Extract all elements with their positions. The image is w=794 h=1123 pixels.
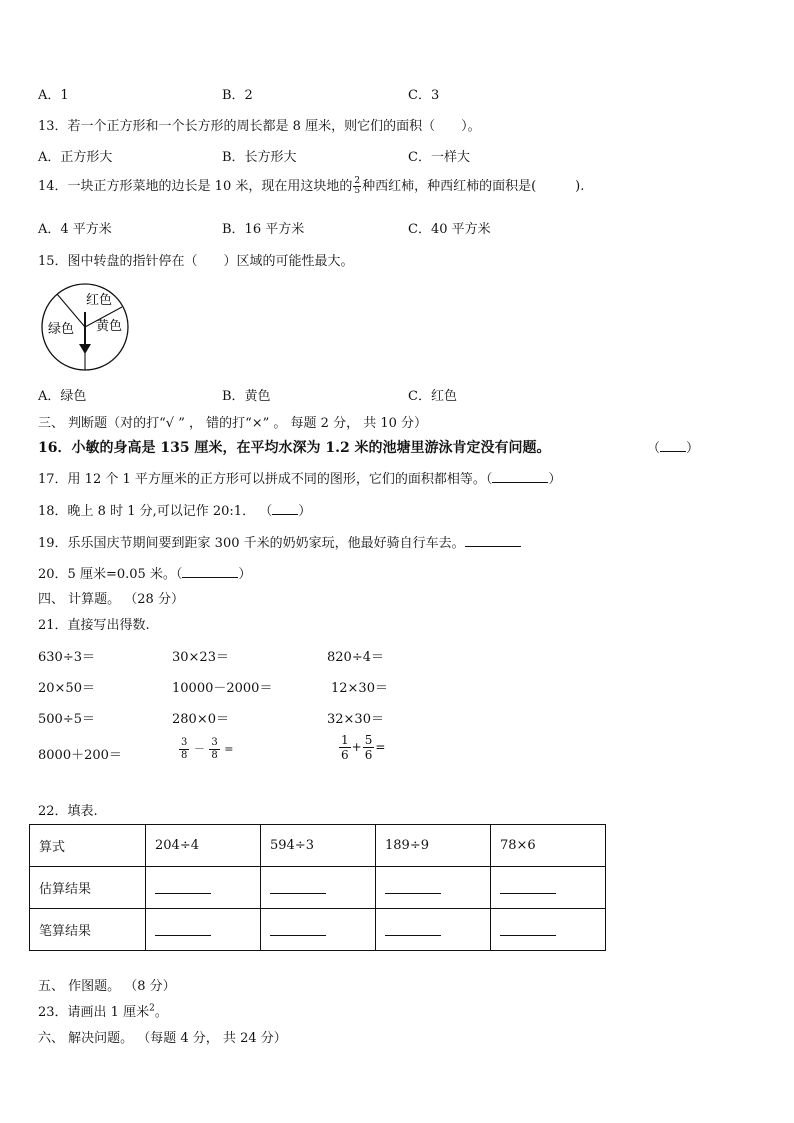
- q23-superscript: 2: [149, 1003, 155, 1014]
- q17-paren-right: ）: [548, 472, 562, 487]
- q18-paren-left: （: [259, 504, 273, 519]
- frac-den: 6: [364, 748, 373, 762]
- q14-fraction: [353, 177, 361, 196]
- q14-option-a: A．4 平方米: [38, 222, 112, 237]
- section-3-heading: 三、 判断题（对的打“√ ” ， 错的打“×” 。 每题 2 分， 共 10 分）: [38, 416, 428, 431]
- frac-num: 5: [364, 733, 373, 747]
- calc-item: 280×0＝: [172, 712, 229, 727]
- q23-text: 23．请画出 1 厘米: [38, 1005, 150, 1020]
- table-header-row: [30, 825, 606, 867]
- q16-paren-right: ）: [686, 441, 700, 456]
- q23-end: 。: [154, 1005, 168, 1020]
- frac-operator: －: [193, 742, 205, 756]
- answer-blank[interactable]: [500, 887, 556, 894]
- fraction-expression-1: [178, 737, 233, 762]
- calc-item: 10000－2000＝: [172, 681, 273, 696]
- calc-item: 20×50＝: [38, 681, 95, 696]
- frac-equals: =: [224, 742, 234, 756]
- table-header-cell: 189÷9: [376, 825, 491, 867]
- q20-question: [38, 563, 251, 582]
- calc-item: 30×23＝: [172, 650, 229, 665]
- q12-option-a: A．1: [38, 88, 69, 103]
- q15-text: 15．图中转盘的指针停在（ ）区域的可能性最大。: [38, 254, 354, 269]
- section-5-heading: 五、 作图题。 （8 分）: [38, 979, 176, 994]
- fraction: [339, 733, 351, 762]
- q13-option-c: C．一样大: [408, 150, 470, 165]
- q14-text-before: 14．一块正方形菜地的边长是 10 米，现在用这块地的: [38, 179, 353, 194]
- calc-item: 630÷3＝: [38, 650, 95, 665]
- q15-option-b: B．黄色: [222, 389, 271, 404]
- q14-frac-num: 2: [354, 176, 361, 186]
- calc-item: 32×30＝: [327, 712, 384, 727]
- row-label-written: 笔算结果: [30, 909, 146, 951]
- q18-paren-right: ）: [298, 504, 312, 519]
- answer-cell[interactable]: [491, 867, 606, 909]
- table-header-cell: 204÷4: [146, 825, 261, 867]
- spinner-diagram: [40, 282, 130, 372]
- frac-den: 8: [211, 750, 218, 761]
- q15-option-c: C．红色: [408, 389, 457, 404]
- frac-equals: =: [375, 740, 386, 754]
- answer-cell[interactable]: [146, 867, 261, 909]
- q16-text: 16．小敏的身高是 135 厘米，在平均水深为 1.2 米的池塘里游泳肯定没有问题。: [38, 440, 551, 456]
- answer-cell[interactable]: [376, 867, 491, 909]
- q21-title: 21．直接写出得数.: [38, 618, 150, 633]
- answer-blank[interactable]: [500, 929, 556, 936]
- section-4-heading: 四、 计算题。 （28 分）: [38, 592, 184, 607]
- q14-option-c: C．40 平方米: [408, 222, 491, 237]
- answer-blank[interactable]: [155, 887, 211, 894]
- q20-paren-right: ）: [238, 567, 252, 582]
- answer-cell[interactable]: [261, 867, 376, 909]
- table-header-cell: 78×6: [491, 825, 606, 867]
- table-header-cell: 算式: [30, 825, 146, 867]
- answer-blank[interactable]: [385, 929, 441, 936]
- spinner-label-red: 红色: [86, 293, 113, 308]
- q19-question: [38, 532, 521, 551]
- q13-option-a: A．正方形大: [38, 150, 113, 165]
- answer-cell[interactable]: [146, 909, 261, 951]
- calc-item: 8000＋200＝: [38, 748, 122, 763]
- q20-text: 20．5 厘米=0.05 米。（: [38, 567, 183, 582]
- q17-question: [38, 468, 561, 487]
- q14-text-after: 种西红柿，种西红柿的面积是( ).: [362, 179, 585, 194]
- q16-answer-blank[interactable]: [660, 439, 686, 452]
- frac-operator: +: [351, 740, 362, 754]
- q15-option-a: A．绿色: [38, 389, 87, 404]
- fraction: [363, 733, 375, 762]
- calc-item: 500÷5＝: [38, 712, 95, 727]
- answer-blank[interactable]: [270, 929, 326, 936]
- table-row: [30, 909, 606, 951]
- fraction: [209, 737, 219, 762]
- q12-option-b: B．2: [222, 88, 253, 103]
- q23-question: [38, 1001, 168, 1020]
- fill-table: [29, 824, 606, 951]
- table-header-cell: 594÷3: [261, 825, 376, 867]
- spinner-label-green: 绿色: [48, 322, 75, 337]
- calc-item: 820÷4＝: [327, 650, 384, 665]
- calc-item: 12×30＝: [331, 681, 388, 696]
- q19-answer-blank[interactable]: [465, 534, 521, 547]
- frac-den: 6: [341, 748, 349, 762]
- answer-cell[interactable]: [261, 909, 376, 951]
- frac-num: 3: [181, 737, 188, 748]
- q14-frac-den: 5: [354, 186, 361, 196]
- q17-answer-blank[interactable]: [492, 470, 548, 483]
- q12-option-c: C．3: [408, 88, 440, 103]
- q13-option-b: B．长方形大: [222, 150, 297, 165]
- row-label-estimate: 估算结果: [30, 867, 146, 909]
- q13-text: 13．若一个正方形和一个长方形的周长都是 8 厘米，则它们的面积（ ）。: [38, 119, 481, 134]
- q18-question: [38, 500, 311, 519]
- q17-text: 17．用 12 个 1 平方厘米的正方形可以拼成不同的图形，它们的面积都相等。（: [38, 472, 493, 487]
- answer-cell[interactable]: [376, 909, 491, 951]
- pointer-arrow-icon: [79, 344, 91, 354]
- section-6-heading: 六、 解决问题。 （每题 4 分， 共 24 分）: [38, 1031, 287, 1046]
- answer-blank[interactable]: [155, 929, 211, 936]
- frac-den: 8: [181, 750, 188, 761]
- q19-text: 19．乐乐国庆节期间要到距家 300 千米的奶奶家玩，他最好骑自行车去。: [38, 536, 465, 551]
- fraction: [179, 737, 189, 762]
- frac-num: 1: [341, 733, 349, 747]
- frac-num: 3: [211, 737, 218, 748]
- q20-answer-blank[interactable]: [182, 565, 238, 578]
- fraction-expression-2: [338, 733, 385, 762]
- q18-answer-blank[interactable]: [272, 502, 298, 515]
- q14-question: [38, 175, 584, 196]
- spinner-label-yellow: 黄色: [96, 319, 123, 334]
- table-row: [30, 867, 606, 909]
- answer-cell[interactable]: [491, 909, 606, 951]
- answer-blank[interactable]: [385, 887, 441, 894]
- q18-text: 18．晚上 8 时 1 分,可以记作 20:1．: [38, 504, 256, 519]
- answer-blank[interactable]: [270, 887, 326, 894]
- q14-option-b: B．16 平方米: [222, 222, 305, 237]
- q22-title: 22．填表.: [38, 804, 98, 819]
- q16-answer: [647, 437, 699, 456]
- q16-paren-left: （: [647, 441, 661, 456]
